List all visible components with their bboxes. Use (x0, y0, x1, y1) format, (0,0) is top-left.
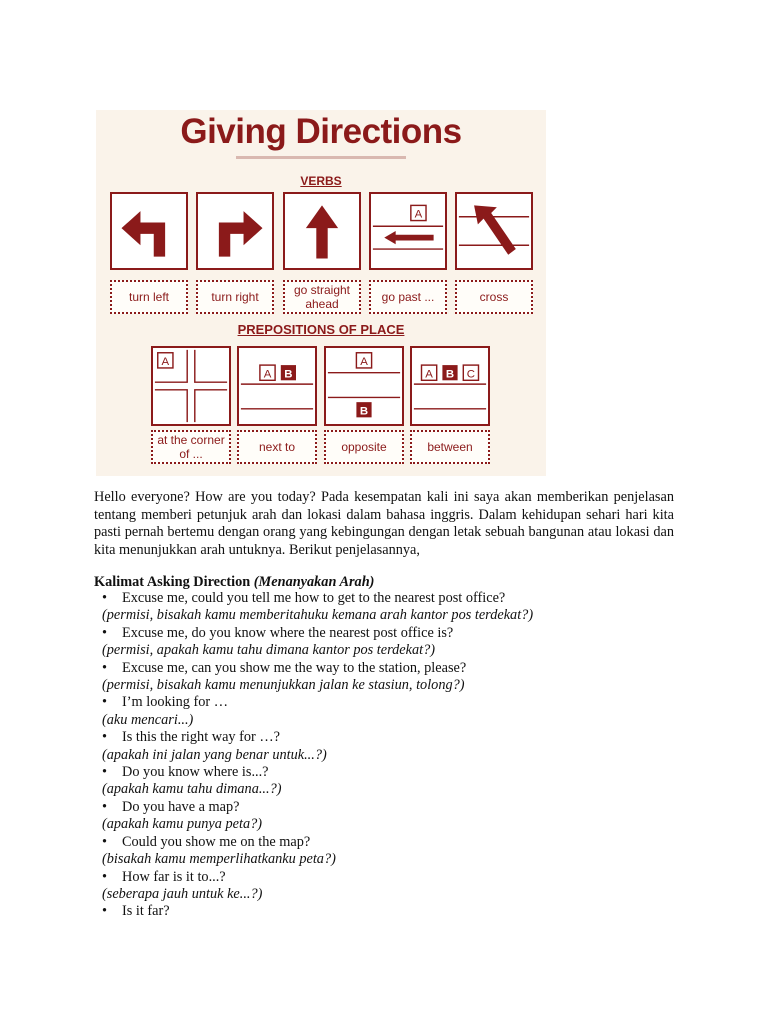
label-turn-left: turn left (110, 280, 188, 314)
label-next-to: next to (237, 430, 317, 464)
letter-a: A (360, 356, 368, 369)
corner-icon (151, 346, 231, 426)
go-straight-icon (283, 192, 361, 270)
label-between: between (410, 430, 490, 464)
title-shadow (236, 156, 406, 159)
label-corner: at the corner of ... (151, 430, 231, 464)
letter-b: B (284, 368, 293, 381)
label-go-straight: go straight ahead (283, 280, 361, 314)
phrase-translation: (apakah ini jalan yang benar untuk...?) (102, 746, 327, 763)
phrase-translation: (permisi, apakah kamu tahu dimana kantor pos terdekat?) (102, 642, 436, 659)
go-past-icon (369, 192, 447, 270)
next-to-icon (237, 346, 317, 426)
figure-title: Giving Directions (180, 112, 462, 151)
label-go-past: go past ... (369, 280, 447, 314)
verbs-heading: VERBS (300, 174, 342, 188)
phrase-item: • Do you know where is...? (94, 764, 684, 781)
letter-b: B (445, 368, 455, 381)
letter-a: A (161, 356, 170, 369)
letter-a: A (425, 368, 433, 381)
phrase-item: • How far is it to...? (94, 869, 684, 886)
label-turn-right: turn right (196, 280, 274, 314)
phrase-translation: (seberapa jauh untuk ke...?) (102, 885, 263, 902)
phrase-item: • Do you have a map? (94, 799, 684, 816)
label-cross: cross (455, 280, 533, 314)
phrase-item: • Is this the right way for …? (94, 729, 684, 746)
giving-directions-figure (96, 110, 546, 476)
phrase-item: • I’m looking for … (94, 694, 684, 711)
phrase-translation: (aku mencari...) (102, 711, 194, 728)
turn-right-icon (196, 192, 274, 270)
phrase-item: • Excuse me, do you know where the nearest post office is? (94, 625, 684, 642)
cross-icon (455, 192, 533, 270)
between-icon (410, 346, 490, 426)
label-opposite: opposite (324, 430, 404, 464)
section-heading (94, 574, 374, 591)
turn-left-icon (110, 192, 188, 270)
letter-c: C (466, 368, 476, 381)
section-heading-text: Kalimat Asking Direction (94, 574, 254, 590)
phrase-item: • Is it far? (94, 903, 684, 920)
letter-a: A (414, 208, 423, 221)
letter-a: A (263, 368, 272, 381)
section-heading-italic: (Menanyakan Arah) (253, 574, 375, 590)
prepositions-heading: PREPOSITIONS OF PLACE (237, 322, 405, 337)
letter-b: B (359, 405, 369, 418)
intro-paragraph: Hello everyone? How are you today? Pada kesempatan kali ini saya akan memberikan penjelasan tentang memberi petunjuk arah dan lokasi dalam bahasa inggris. Dalam kehidupan sehari hari kita pasti pernah bertemu dengan orang yang kebingungan dengan letak sebuah bangunan atau lokasi dan kita menunjukkan arah untuknya. Berikut penjelasannya, (94, 489, 674, 558)
phrase-translation: (permisi, bisakah kamu menunjukkan jalan ke stasiun, tolong?) (102, 677, 465, 694)
phrase-item: • Excuse me, could you tell me how to get to the nearest post office? (94, 590, 684, 607)
phrase-translation: (permisi, bisakah kamu memberitahuku kemana arah kantor pos terdekat?) (102, 607, 534, 624)
opposite-icon (324, 346, 404, 426)
phrase-translation: (apakah kamu punya peta?) (102, 816, 263, 833)
phrase-translation: (apakah kamu tahu dimana...?) (102, 781, 282, 798)
asking-direction-list (94, 590, 684, 921)
phrase-item: • Excuse me, can you show me the way to the station, please? (94, 660, 684, 677)
phrase-item: • Could you show me on the map? (94, 834, 684, 851)
phrase-translation: (bisakah kamu memperlihatkanku peta?) (102, 851, 336, 868)
